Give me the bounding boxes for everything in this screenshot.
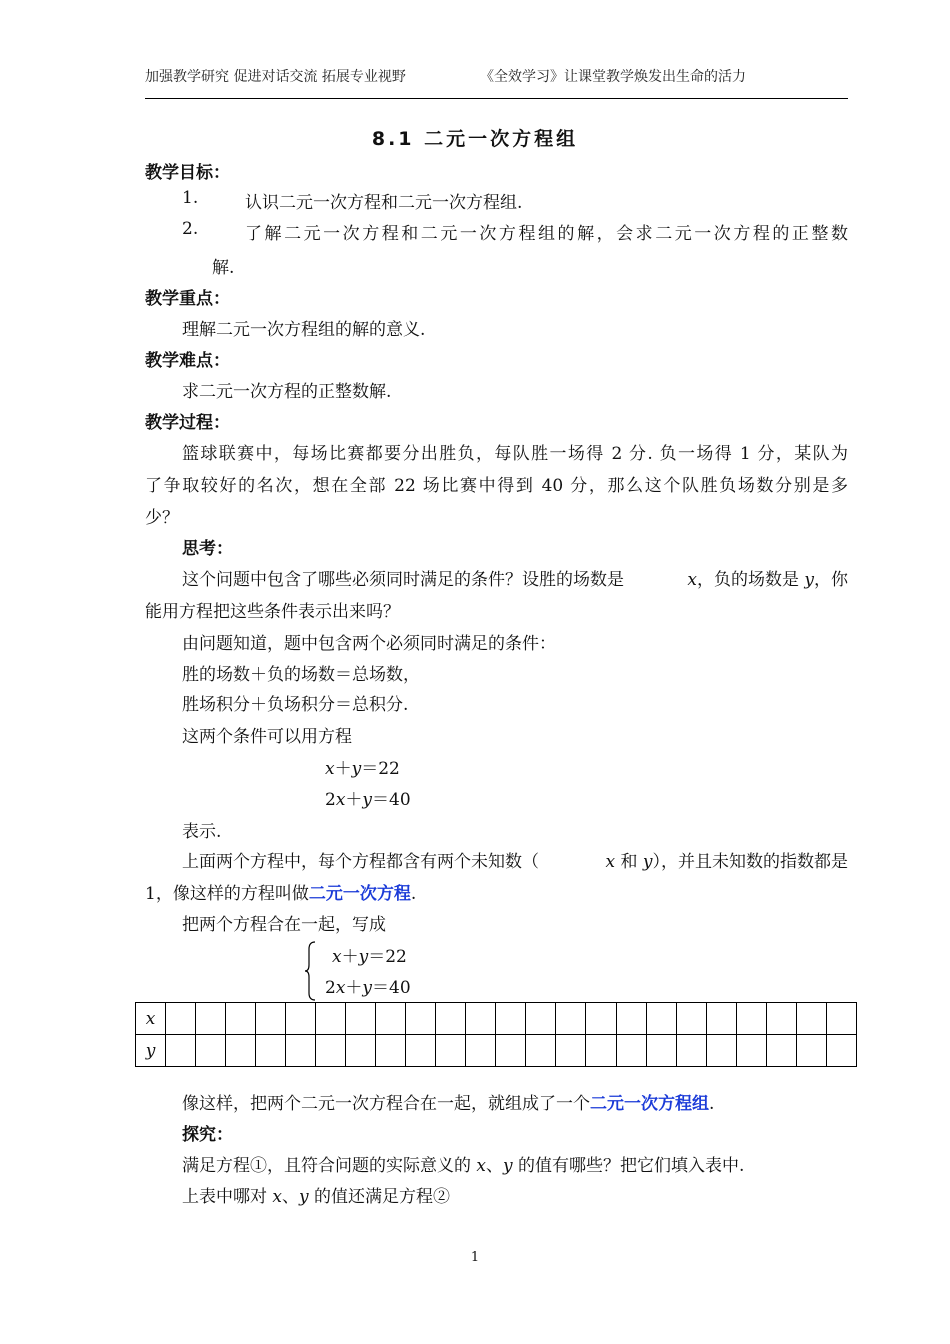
left-brace-icon — [304, 941, 316, 1001]
table-row — [136, 1035, 857, 1067]
definition-line1: 上面两个方程中，每个方程都含有两个未知数（ x 和 y），并且未知数的指数都是 — [182, 852, 848, 872]
row-label-x: x — [136, 1003, 166, 1035]
system-definition: 像这样，把两个二元一次方程合在一起，就组成了一个二元一次方程组. — [182, 1094, 715, 1114]
question-line1 — [182, 565, 848, 590]
keypoint-heading: 教学重点： — [145, 289, 230, 309]
value-table — [135, 1002, 857, 1067]
condition-1: 胜的场数＋负的场数＝总场数， — [182, 665, 420, 685]
objective-1-num: 1. — [182, 188, 199, 208]
equation-1: x＋y＝22 — [325, 759, 400, 779]
question-text-c: ，你 — [814, 570, 848, 590]
term-binary-linear-system: 二元一次方程组 — [590, 1094, 709, 1114]
system-equation-2: 2x＋y＝40 — [325, 978, 411, 998]
explore-heading: 探究： — [182, 1125, 233, 1145]
represent-text: 表示. — [182, 822, 222, 842]
header-right: 《全效学习》让课堂教学焕发出生命的活力 — [480, 69, 746, 85]
problem-line2: 了争取较好的名次，想在全部 22 场比赛中得到 40 分，那么这个队胜负场数分别是多 — [145, 476, 848, 496]
problem-line3: 少？ — [145, 508, 179, 528]
question-text-b: ，负的场数是 — [696, 570, 805, 590]
difficulty-text: 求二元一次方程的正整数解. — [182, 382, 392, 402]
think-heading: 思考： — [182, 539, 233, 559]
combine-text: 把两个方程合在一起，写成 — [182, 915, 386, 935]
explore-line1: 满足方程①，且符合问题的实际意义的 x、y 的值有哪些？把它们填入表中. — [182, 1156, 745, 1176]
definition-line2: 1，像这样的方程叫做二元一次方程. — [145, 884, 417, 904]
objectives-heading: 教学目标： — [145, 163, 230, 183]
known-text: 由问题知道，题中包含两个必须同时满足的条件： — [182, 634, 556, 654]
row-label-y: y — [136, 1035, 166, 1067]
question-line2: 能用方程把这些条件表示出来吗？ — [145, 602, 400, 622]
page-number: 1 — [470, 1250, 480, 1265]
page-title: 8.1 二元一次方程组 — [371, 128, 579, 150]
question-text-a: 这个问题中包含了哪些必须同时满足的条件？设胜的场数是 — [182, 570, 624, 590]
keypoint-text: 理解二元一次方程组的解的意义. — [182, 320, 426, 340]
var-x: x — [687, 570, 697, 590]
equation-2: 2x＋y＝40 — [325, 790, 411, 810]
explore-line2: 上表中哪对 x、y 的值还满足方程② — [182, 1187, 451, 1207]
system-equation-1: x＋y＝22 — [332, 947, 407, 967]
objective-1-text: 认识二元一次方程和二元一次方程组. — [245, 193, 523, 213]
difficulty-heading: 教学难点： — [145, 351, 230, 371]
var-y: y — [804, 570, 814, 590]
term-binary-linear-equation: 二元一次方程 — [308, 884, 411, 904]
objective-2-num: 2. — [182, 219, 199, 239]
problem-line1: 篮球联赛中，每场比赛都要分出胜负，每队胜一场得 2 分. 负一场得 1 分，某队为 — [182, 444, 848, 464]
header-rule — [145, 98, 848, 99]
objective-2-line1: 了解二元一次方程和二元一次方程组的解，会求二元一次方程的正整数 — [245, 224, 848, 244]
equation-intro: 这两个条件可以用方程 — [182, 727, 352, 747]
objective-2-line2: 解. — [212, 258, 235, 278]
header-left: 加强教学研究 促进对话交流 拓展专业视野 — [145, 69, 406, 85]
table-row — [136, 1003, 857, 1035]
process-heading: 教学过程： — [145, 413, 230, 433]
condition-2: 胜场积分＋负场积分＝总积分. — [182, 695, 409, 715]
